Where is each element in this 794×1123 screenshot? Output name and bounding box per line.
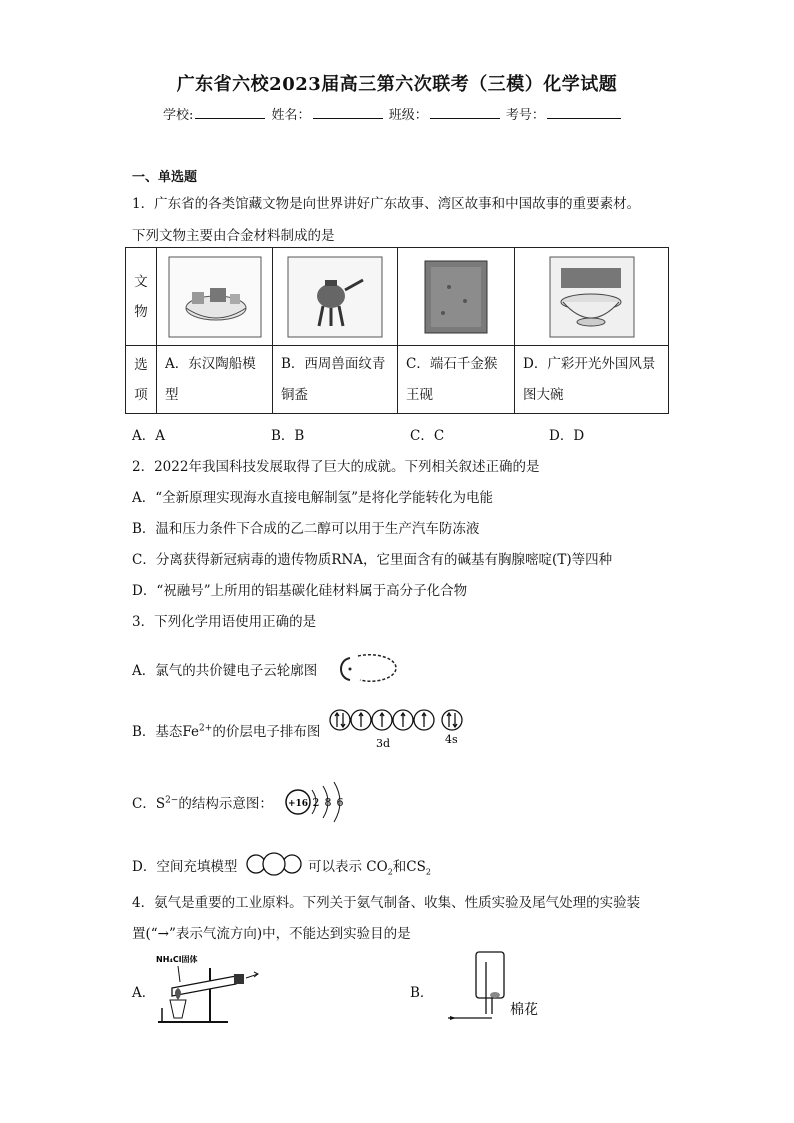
q3-option-c[interactable] (132, 792, 273, 812)
q2-option-b[interactable]: B．温和压力条件下合成的乙二醇可以用于生产汽车防冻液 (132, 521, 480, 537)
class-blank (430, 106, 500, 119)
q1-option-d (515, 346, 669, 414)
option-text: A．东汉陶船模 (165, 355, 256, 372)
option-text: C．S (132, 796, 166, 812)
option-text: 的价层电子排布图 (212, 724, 321, 740)
row-header-char: 物 (134, 303, 148, 320)
name-label: 姓名： (271, 108, 311, 123)
subscript: 2 (425, 867, 431, 877)
nucleus-label: +16 (287, 799, 309, 809)
option-text: 型 (165, 386, 179, 403)
school-label: 学校: (163, 108, 194, 123)
option-text: 和 (392, 859, 407, 875)
name-blank (313, 106, 383, 119)
q2-option-a[interactable]: A．“全新原理实现海水直接电解制氢”是将化学能转化为电能 (132, 490, 494, 506)
subscript: 2 (387, 867, 393, 877)
porcelain-bowl-image (549, 256, 635, 338)
artifact-b-cell (273, 248, 398, 346)
q1-choices (0, 424, 794, 444)
option-text: A．氯气的共价键电子云轮廓图 (132, 663, 318, 679)
q1-option-b (273, 346, 398, 414)
artifact-option-row (126, 346, 669, 414)
shell-count: 2 (312, 796, 320, 809)
q3-stem: 3．下列化学用语使用正确的是 (132, 614, 317, 630)
reagent-label: NH₄Cl固体 (156, 955, 198, 964)
orbital-diagram (326, 706, 466, 750)
choice-a[interactable]: A．A (132, 428, 165, 444)
artifact-a-cell (157, 248, 273, 346)
option-text: 王砚 (406, 386, 433, 403)
row-header-char: 项 (134, 386, 148, 403)
q3-option-d-formula (308, 855, 431, 877)
space-filling-model (246, 852, 302, 876)
shell-count: 8 (324, 796, 332, 809)
pottery-boat-image (168, 256, 262, 338)
bronze-vessel-image (287, 256, 383, 338)
number-label: 考号： (505, 108, 545, 123)
option-text: 铜盉 (281, 386, 308, 403)
choice-b[interactable]: B．B (271, 428, 305, 444)
page-title: 广东省六校2023届高三第六次联考（三模）化学试题 (176, 74, 618, 95)
q4-stem-line1: 4．氨气是重要的工业原料。下列关于氨气制备、收集、性质实验及尾气处理的实验装 (132, 895, 641, 911)
ion-charge: 2+ (199, 723, 213, 734)
q1-stem-line1: 1．广东省的各类馆藏文物是向世界讲好广东故事、湾区故事和中国故事的重要素材。 (132, 196, 641, 212)
electron-cloud-icon (336, 652, 402, 684)
q3-option-d[interactable] (132, 855, 237, 875)
artifact-image-row (126, 248, 669, 346)
row-header-xuanxiang (126, 346, 157, 414)
artifact-d-cell (515, 248, 669, 346)
q4-stem-line2: 置(“→”表示气流方向)中，不能达到实验目的是 (132, 926, 411, 942)
q1-option-c (398, 346, 515, 414)
artifact-table (125, 247, 669, 414)
option-text: B．基态 (132, 724, 183, 740)
q1-option-a (157, 346, 273, 414)
row-header-char: 选 (134, 356, 148, 373)
orbital-4s-label: 4s (445, 733, 458, 746)
choice-d[interactable]: D．D (549, 428, 585, 444)
artifact-c-cell (398, 248, 515, 346)
q4-option-b[interactable]: B． (410, 985, 434, 1001)
ink-stone-image (419, 257, 493, 337)
option-text: D．广彩开光外国风景 (523, 355, 656, 372)
orbital-3d-label: 3d (376, 737, 391, 750)
class-label: 班级： (388, 108, 428, 123)
option-text: B．西周兽面纹青 (281, 355, 386, 372)
row-header-wenwu (126, 248, 157, 346)
ion-symbol: Fe (182, 724, 200, 740)
shell-count: 6 (336, 796, 344, 809)
option-text: 可以表示 (308, 859, 362, 875)
q4-option-a[interactable]: A． (132, 985, 156, 1001)
atomic-structure-diagram (282, 780, 362, 828)
section-title: 一、单选题 (132, 170, 198, 185)
ammonia-prep-apparatus (152, 948, 262, 1028)
q3-option-b[interactable] (132, 720, 320, 740)
option-text: 的结构示意图： (178, 796, 273, 812)
row-header-char: 文 (134, 273, 148, 290)
formula-cs2: CS (406, 859, 426, 875)
ammonia-collection-apparatus (440, 948, 560, 1026)
q3-option-a[interactable] (132, 659, 317, 679)
option-text: D．空间充填模型 (132, 859, 238, 875)
school-blank (195, 106, 265, 119)
number-blank (547, 106, 621, 119)
q2-option-c[interactable]: C．分离获得新冠病毒的遗传物质RNA，它里面含有的碱基有胸腺嘧啶(T)等四种 (132, 552, 613, 568)
option-text: C．端石千金猴 (406, 355, 498, 372)
q1-stem-line2: 下列文物主要由合金材料制成的是 (132, 228, 335, 244)
ion-charge: 2− (165, 795, 179, 806)
choice-c[interactable]: C．C (410, 428, 445, 444)
q2-stem: 2．2022年我国科技发展取得了巨大的成就。下列相关叙述正确的是 (132, 459, 540, 475)
q2-option-d[interactable]: D．“祝融号”上所用的铝基碳化硅材料属于高分子化合物 (132, 583, 468, 599)
student-info-line (163, 104, 623, 123)
cotton-label: 棉花 (510, 1002, 538, 1018)
option-text: 图大碗 (523, 386, 564, 403)
formula-co2: CO (366, 859, 388, 875)
